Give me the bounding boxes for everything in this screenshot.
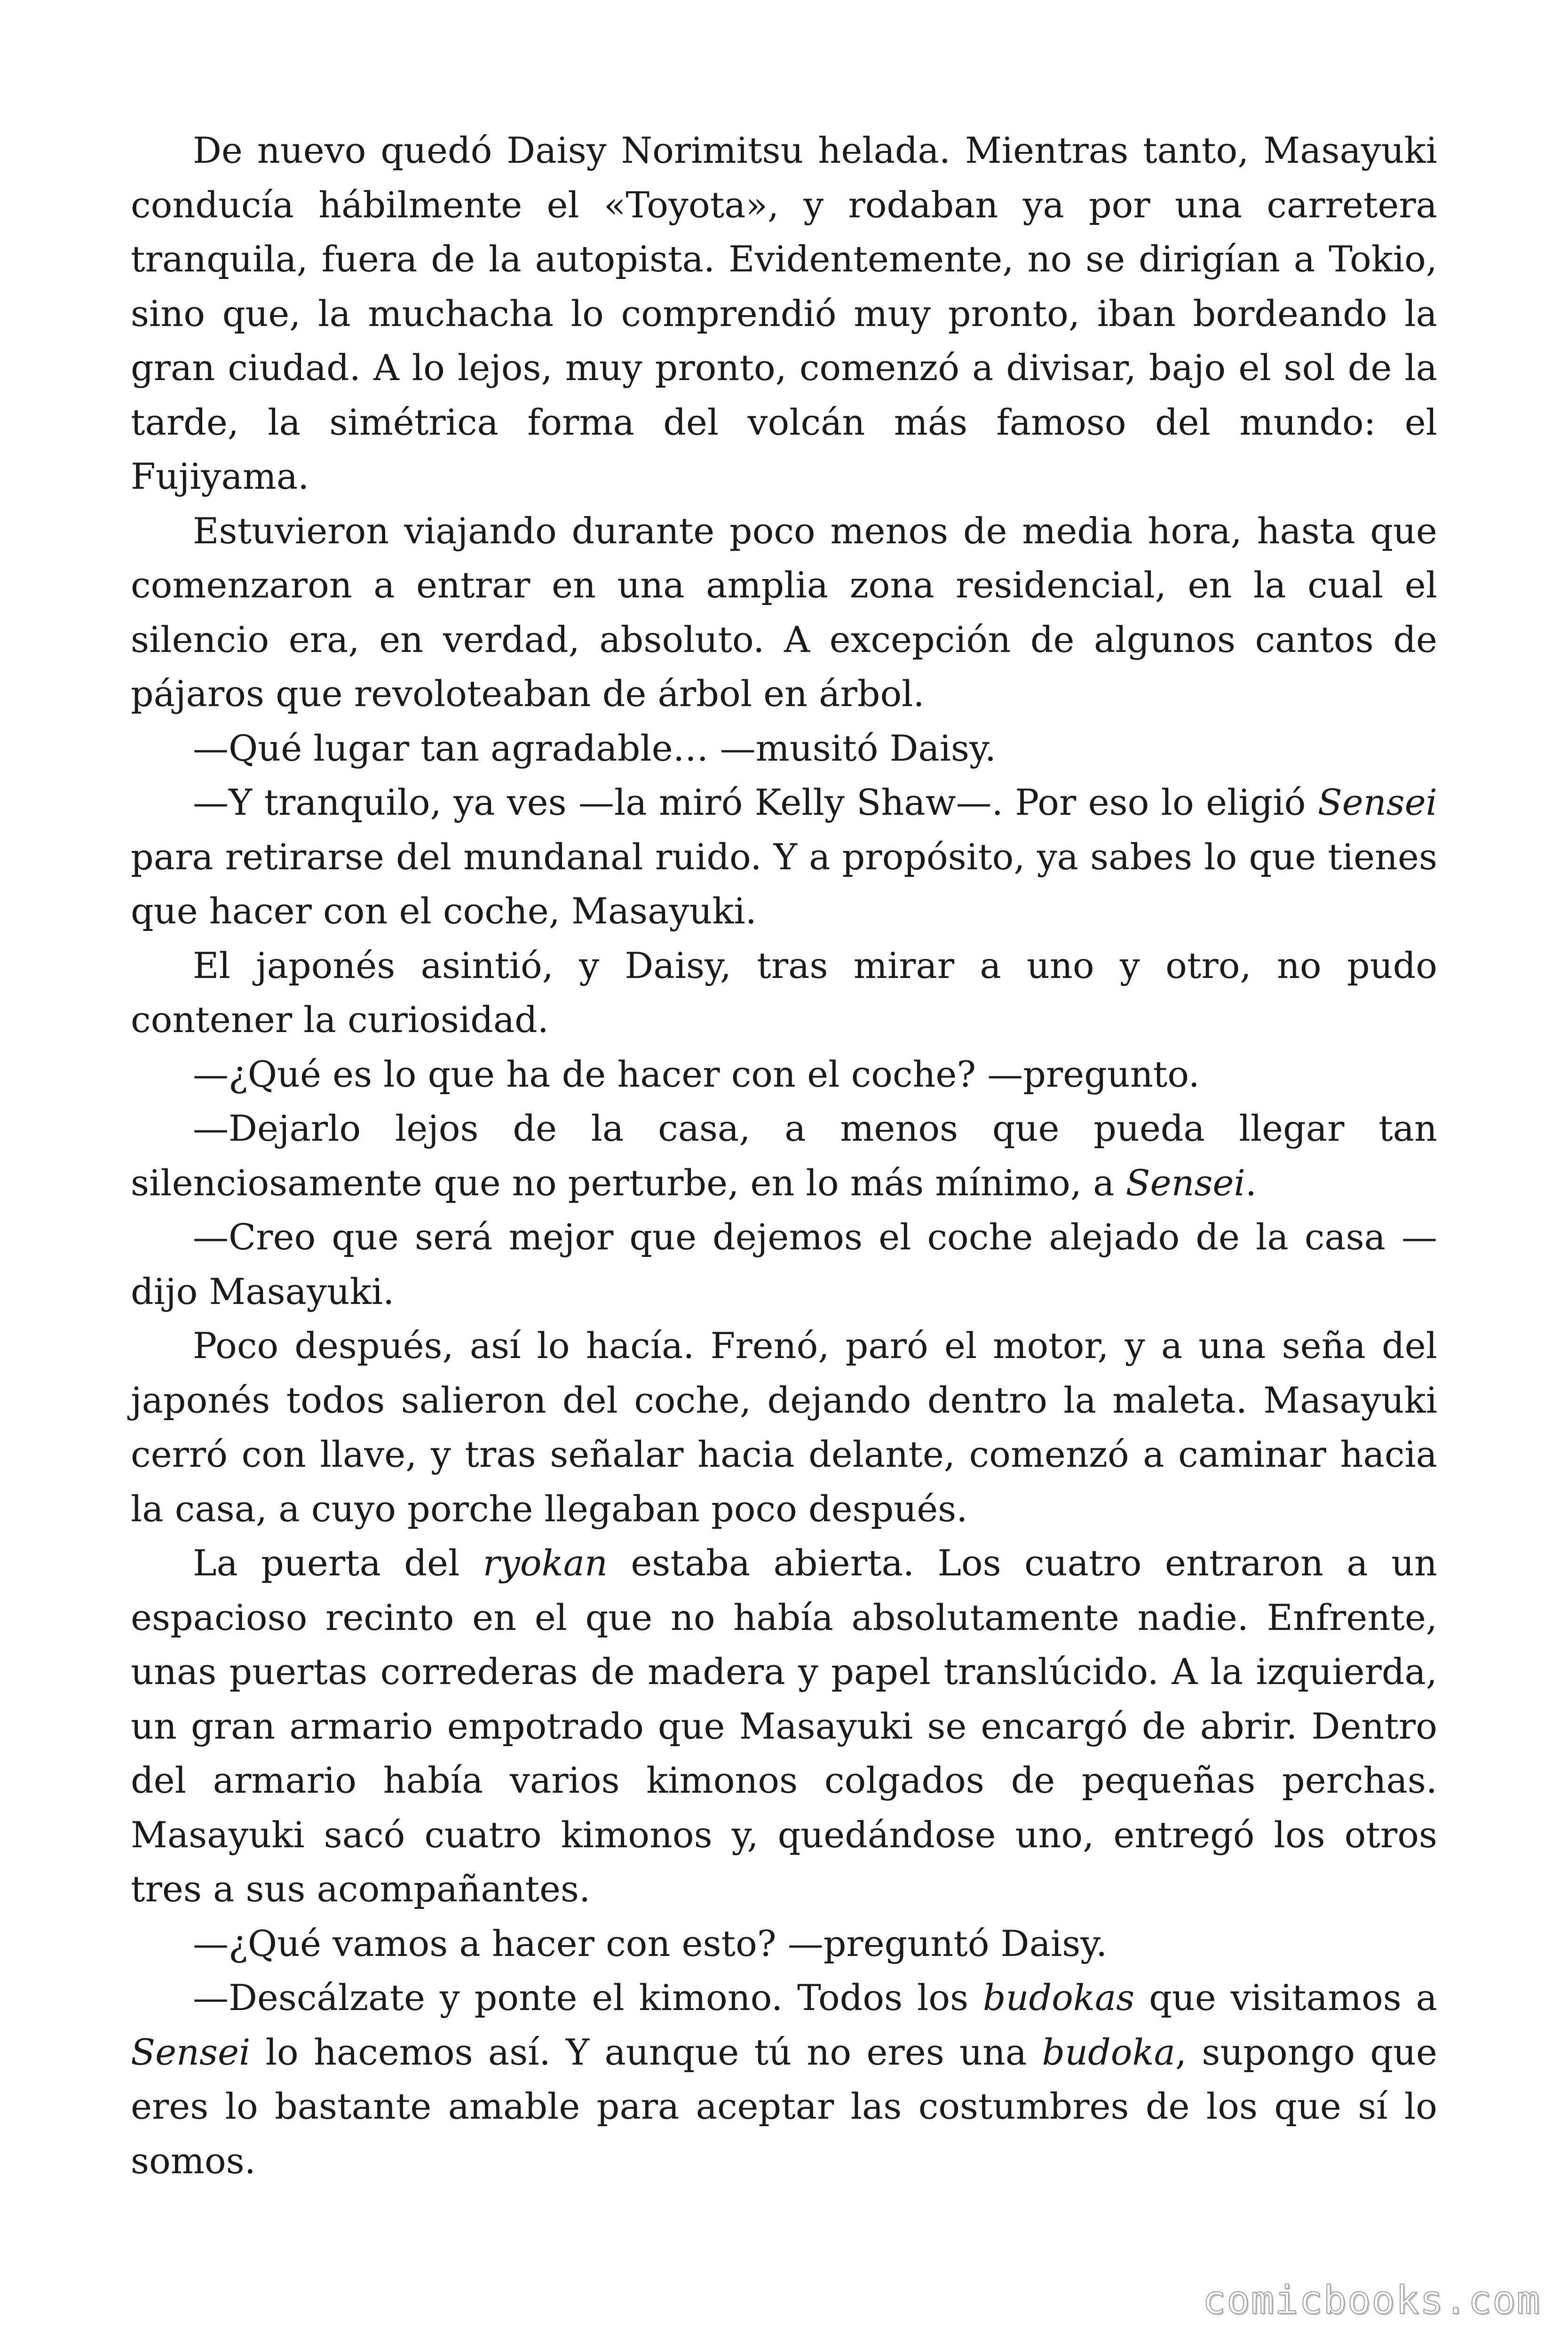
paragraph-8: —Creo que será mejor que dejemos el coche alejado de la casa —dijo Masayuki. <box>131 1216 1437 1312</box>
page-body-text <box>131 123 1437 2188</box>
paragraph-5: El japonés asintió, y Daisy, tras mirar a uno y otro, no pudo contener la curiosidad. <box>131 944 1437 1041</box>
paragraph-12: —Descálzate y ponte el kimono. Todos los budokas que visitamos a Sensei lo hacemos así. Y aunque tú no eres una budoka, supongo que eres lo bastante amable para aceptar las costumbres de los que sí lo somos. <box>131 1977 1437 2182</box>
paragraph-7: —Dejarlo lejos de la casa, a menos que pueda llegar tan silenciosamente que no perturbe, en lo más mínimo, a Sensei. <box>131 1107 1437 1204</box>
paragraph-11: —¿Qué vamos a hacer con esto? —preguntó Daisy. <box>193 1922 1108 1964</box>
watermark-text: comicbooks.com <box>1202 2278 1541 2323</box>
paragraph-3: —Qué lugar tan agradable… —musitó Daisy. <box>193 727 997 769</box>
paragraph-4: —Y tranquilo, ya ves —la miró Kelly Shaw—. Por eso lo eligió Sensei para retirarse del mundanal ruido. Y a propósito, ya sabes lo que tienes que hacer con el coche, Masayuki. <box>131 781 1437 932</box>
paragraph-9: Poco después, así lo hacía. Frenó, paró el motor, y a una seña del japonés todos salieron del coche, dejando dentro la maleta. Masayuki cerró con llave, y tras señalar hacia delante, comenzó a caminar hacia la casa, a cuyo porche llegaban poco después. <box>131 1325 1437 1530</box>
paragraph-1: De nuevo quedó Daisy Norimitsu helada. Mientras tanto, Masayuki conducía hábilmente el «Toyota», y rodaban ya por una carretera tranquila, fuera de la autopista. Evidentemente, no se dirigían a Tokio, sino que, la muchacha lo comprendió muy pronto, iban bordeando la gran ciudad. A lo lejos, muy pronto, comenzó a divisar, bajo el sol de la tarde, la simétrica forma del volcán más famoso del mundo: el Fujiyama. <box>131 129 1437 497</box>
paragraph-2: Estuvieron viajando durante poco menos de media hora, hasta que comenzaron a entrar en una amplia zona residencial, en la cual el silencio era, en verdad, absoluto. A excepción de algunos cantos de pájaros que revoloteaban de árbol en árbol. <box>131 509 1437 715</box>
paragraph-10: La puerta del ryokan estaba abierta. Los cuatro entraron a un espacioso recinto en el que no había absolutamente nadie. Enfrente, unas puertas correderas de madera y papel translúcido. A la izquierda, un gran armario empotrado que Masayuki se encargó de abrir. Dentro del armario había varios kimonos colgados de pequeñas perchas. Masayuki sacó cuatro kimonos y, quedándose uno, entregó los otros tres a sus acompañantes. <box>131 1542 1437 1910</box>
paragraph-6: —¿Qué es lo que ha de hacer con el coche? —pregunto. <box>193 1053 1200 1095</box>
